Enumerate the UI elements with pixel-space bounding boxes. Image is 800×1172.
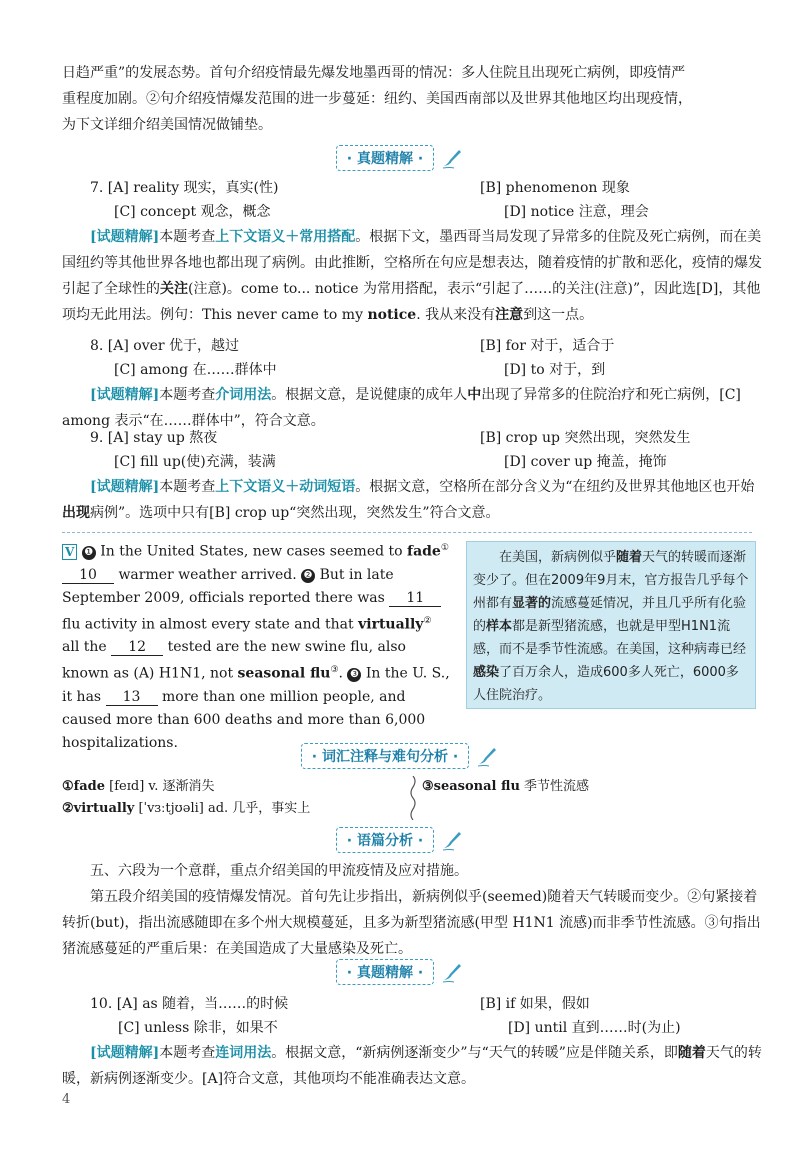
- bold-text: 关注: [160, 281, 188, 297]
- explanation-tag: [试题精解]: [90, 1045, 160, 1061]
- option-a: 7. [A] reality 现实，真实(性): [90, 180, 279, 196]
- option-b: [B] for 对于，适合于: [480, 338, 615, 354]
- vocab-entry: [62, 776, 422, 798]
- intro-line-3: 为下文详细介绍美国情况做铺垫。: [62, 117, 272, 133]
- text: 天气的转暖，新病例逐渐变少。[A]符合文意，其他项均不能准确表达文意。: [62, 1045, 762, 1087]
- translation-text: 了百万余人，造成600多人死亡，6000多人住院治疗。: [473, 665, 739, 703]
- text: . 我从来没有: [416, 307, 496, 323]
- brush-icon: [475, 744, 499, 768]
- sentence-number: ❶: [82, 546, 96, 560]
- translation-text: 天气的转暖而逐渐变少了。但在2009年9月末，官方报告几乎每个州都有: [473, 550, 749, 611]
- vocab-word: virtually: [358, 616, 424, 633]
- bold-text: 出现: [62, 505, 90, 521]
- option-d: [D] to 对于，到: [504, 362, 606, 378]
- section-heading-cihui: [0, 742, 800, 770]
- option-b: [B] phenomenon 现象: [480, 180, 630, 196]
- divider-squiggle: [408, 776, 418, 820]
- paragraph-label: V: [62, 544, 77, 560]
- options-row: [62, 426, 762, 450]
- explanation: [62, 224, 762, 328]
- highlight-keyword: 上下文语义＋动词短语: [215, 479, 356, 495]
- question-7: [62, 176, 762, 328]
- translation-box: [466, 541, 756, 709]
- vocab-word: ①fade: [62, 779, 106, 794]
- question-10: [62, 992, 762, 1092]
- option-c: [C] fill up(使)充满，装满: [114, 454, 276, 470]
- section-heading-zhenti: [0, 958, 800, 986]
- options-row: [62, 200, 762, 224]
- highlight-keyword: 连词用法: [215, 1045, 272, 1061]
- vocab-definition: 季节性流感: [519, 779, 590, 794]
- passage-text: In the U. S., it has: [62, 665, 450, 705]
- option-d: [D] cover up 掩盖，掩饰: [504, 454, 667, 470]
- text: 到这一点。: [523, 307, 594, 323]
- passage-english: V ❶ In the United States, new cases seemed to fade① 10 warmer weather arrived. ❷ But in late September 2009, officials reported there was 11 flu activity in almost every state and that virtually② all the 12 tested are the new swine flu, also known as (A) H1N1, not seasonal flu③. ❸ In the U. S., it has 13 more than one million people, and caused more than 600 deaths and more than 6,000 hospitalizations.: [62, 543, 450, 751]
- passage-text: more than one million people, and caused more than 600 deaths and more than 6,000 hospitalizations.: [62, 688, 426, 751]
- answer-blank[interactable]: 13: [106, 689, 158, 706]
- intro-line-2: 重程度加剧。②句介绍疫情爆发范围的进一步蔓延：纽约、美国西南部以及世界其他地区均出现疫情，: [62, 91, 692, 107]
- sentence-number: ❷: [301, 569, 315, 583]
- option-c: [C] unless 除非，如果不: [118, 1020, 278, 1036]
- text: 本题考查: [159, 1045, 216, 1061]
- vocab-entry: [62, 798, 752, 820]
- vocab-word: seasonal flu: [237, 665, 331, 682]
- question-8: [62, 334, 762, 434]
- vocab-word: fade: [407, 543, 441, 560]
- vocab-entry: [422, 776, 589, 798]
- vocab-definition: [ˈvɜːtjʊəli] ad. 几乎，事实上: [134, 801, 311, 816]
- passage-section: [62, 532, 752, 751]
- explanation-tag: [试题精解]: [90, 479, 160, 495]
- translation-text: 在美国，新病例似乎: [499, 550, 617, 565]
- text: 出现了异常多的住院治疗和死亡病例，[C] among 表示“在……群体中”，符合文意。: [62, 387, 741, 429]
- vocab-row: [62, 776, 752, 798]
- bold-text: 随着: [616, 550, 643, 565]
- bold-text: notice: [367, 307, 417, 323]
- option-d: [D] notice 注意，理会: [504, 204, 649, 220]
- section-title: · 语篇分析 ·: [336, 827, 434, 853]
- section-heading-zhenti: [0, 144, 800, 172]
- intro-line-1: 日趋严重”的发展态势。首句介绍疫情最先爆发地墨西哥的情况：多人住院且出现死亡病例，即疫情严: [62, 65, 686, 81]
- bold-text: 注意: [495, 307, 524, 323]
- section-title: · 词汇注释与难句分析 ·: [301, 743, 469, 769]
- text: 。根据下文，墨西哥当局发现了异常多的住院及死亡病例，而在美国纽约等其他世界各地也都出现了病例。由此推断，空格所在句应是想表达，随着疫情的扩散和恶化，疫情的爆发引起了全球性的: [62, 229, 762, 297]
- option-b: [B] crop up 突然出现，突然发生: [480, 430, 691, 446]
- highlight-keyword: 介词用法: [215, 387, 272, 403]
- translation-text: 都是新型猪流感，也就是甲型H1N1流感，而不是季节性流感。在美国，这种病毒已经: [473, 619, 747, 657]
- answer-blank[interactable]: 10: [62, 567, 114, 584]
- question-9: [62, 426, 762, 526]
- bold-text: 随着: [677, 1045, 706, 1061]
- text: 。根据文意，“新病例逐渐变少”与“天气的转暖”应是伴随关系，即: [271, 1045, 678, 1061]
- text: 本题考查: [159, 479, 216, 495]
- passage-text: flu activity in almost every state and that: [62, 616, 354, 633]
- translation-text: 流感蔓延情况，并且几乎所有化验的: [473, 596, 747, 634]
- text: 本题考查: [159, 387, 216, 403]
- analysis-line: 第五段介绍美国的疫情爆发情况。首句先让步指出，新病例似乎(seemed)随着天气转暖而变少。②句紧接着转折(but)，指出流感随即在多个州大规模蔓延，且多为新型猪流感(甲型 H1N1 流感)而非季节性流感。③句指出猪流感蔓延的严重后果：在美国造成了大量感染及死亡。: [62, 889, 761, 957]
- vocab-word: ③seasonal flu: [422, 779, 520, 794]
- bold-text: 样本: [486, 619, 513, 634]
- vocab-definition: [feɪd] v. 逐渐消失: [105, 779, 215, 794]
- passage-text: tested are the new swine flu, also known as (A) H1N1, not: [62, 639, 406, 682]
- vocab-notes: [62, 776, 752, 820]
- highlight-keyword: 上下文语义＋常用搭配: [215, 229, 356, 245]
- footnote-marker: ②: [423, 615, 432, 626]
- footnote-marker: ①: [440, 543, 449, 553]
- analysis-line: 五、六段为一个意群，重点介绍美国的甲流疫情及应对措施。: [90, 863, 468, 879]
- sentence-number: ❸: [347, 668, 361, 682]
- text: 。根据文意，空格所在部分含义为“在纽约及世界其他地区也开始: [355, 479, 755, 495]
- options-row: [62, 992, 762, 1016]
- passage-text: warmer weather arrived.: [118, 566, 297, 583]
- section-title: · 真题精解 ·: [336, 959, 434, 985]
- passage-text: all the: [62, 639, 107, 656]
- options-row: [62, 450, 762, 474]
- option-a: 9. [A] stay up 熬夜: [90, 430, 218, 446]
- option-a: 10. [A] as 随着，当……的时候: [90, 996, 289, 1012]
- bold-text: 中: [467, 387, 482, 403]
- footnote-marker: ③: [330, 665, 339, 676]
- passage-text: But in late September 2009, officials reported there was: [62, 566, 394, 606]
- options-row: [62, 176, 762, 200]
- options-row: [62, 358, 762, 382]
- section-title: · 真题精解 ·: [336, 145, 434, 171]
- text: 。根据文意，是说健康的成年人: [271, 387, 468, 403]
- option-a: 8. [A] over 优于，越过: [90, 338, 240, 354]
- vocab-word: ②virtually: [62, 801, 135, 816]
- option-c: [C] among 在……群体中: [114, 362, 277, 378]
- brush-icon: [440, 828, 464, 852]
- explanation: [62, 474, 762, 526]
- brush-icon: [440, 960, 464, 984]
- section-heading-yupian: [0, 826, 800, 854]
- explanation-tag: [试题精解]: [90, 229, 160, 245]
- bold-text: 感染: [473, 665, 500, 680]
- page-number: 4: [62, 1092, 71, 1107]
- intro-paragraph: [62, 60, 762, 138]
- option-b: [B] if 如果，假如: [480, 996, 590, 1012]
- explanation: [62, 1040, 762, 1092]
- answer-blank[interactable]: 12: [111, 639, 163, 656]
- option-c: [C] concept 观念，概念: [114, 204, 271, 220]
- brush-icon: [440, 146, 464, 170]
- answer-blank[interactable]: 11: [389, 590, 441, 607]
- analysis-paragraph: [62, 858, 762, 962]
- explanation-tag: [试题精解]: [90, 387, 160, 403]
- passage-text: In the United States, new cases seemed to: [100, 543, 403, 560]
- bold-text: 显著的: [512, 596, 552, 611]
- options-row: [62, 334, 762, 358]
- text: 本题考查: [159, 229, 216, 245]
- option-d: [D] until 直到……时(为止): [508, 1020, 681, 1036]
- text: (注意)。come to... notice 为常用搭配，表示“引起了……的关注(注意)”，因此选[D]，其他项均无此用法。例句：This never came to my: [62, 281, 761, 323]
- options-row: [62, 1016, 762, 1040]
- text: 病例”。选项中只有[B] crop up“突然出现，突然发生”符合文意。: [90, 505, 500, 521]
